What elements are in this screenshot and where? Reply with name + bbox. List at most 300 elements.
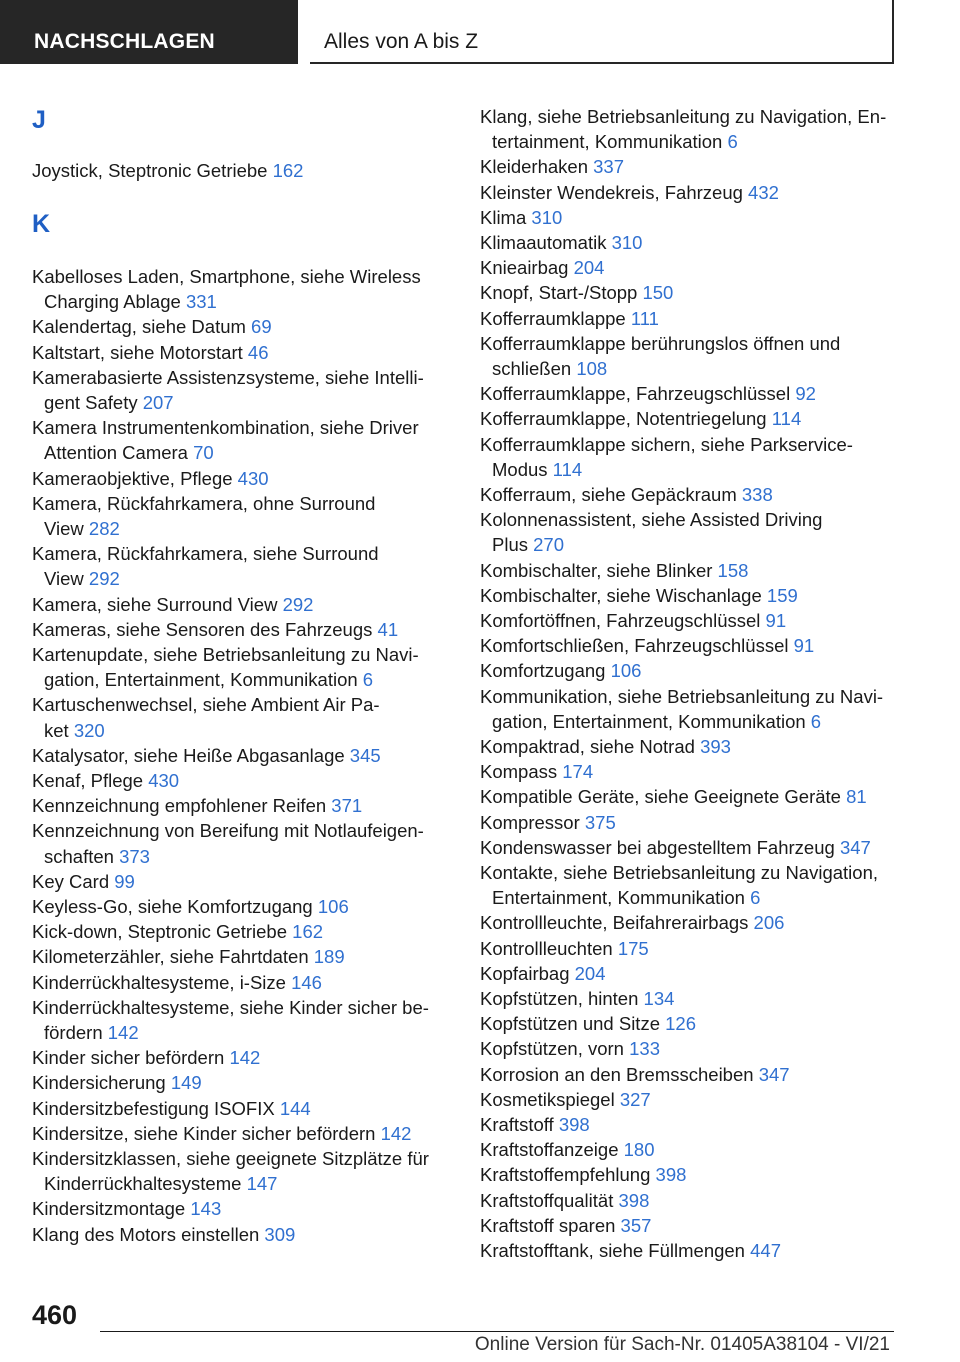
entry-line — [32, 541, 379, 566]
entry-line — [480, 986, 674, 1011]
page-reference-link[interactable]: 143 — [190, 1198, 222, 1220]
entry-term: Klimaautomatik — [480, 232, 607, 253]
entry-continuation — [480, 885, 878, 910]
page-reference-link[interactable]: 174 — [562, 761, 594, 783]
index-entry — [480, 810, 616, 835]
index-entry — [480, 961, 606, 986]
index-entry — [480, 759, 593, 784]
entry-term: Kaltstart, siehe Motorstart — [32, 341, 243, 363]
page-reference-link[interactable]: 270 — [533, 534, 565, 556]
entry-term: Kofferraumklappe berührungslos öffnen und — [480, 332, 841, 354]
entry-line — [480, 1011, 696, 1036]
entry-line — [32, 340, 269, 365]
entry-term: Joystick, Steptronic Getriebe — [32, 160, 268, 181]
entry-line — [32, 158, 303, 183]
entry-term-continued: Attention Camera — [44, 442, 188, 464]
page-reference-link[interactable]: 292 — [88, 568, 120, 590]
entry-line — [480, 784, 867, 809]
page-reference-link[interactable]: 6 — [810, 710, 822, 732]
index-entry — [32, 541, 379, 591]
entry-term: Kombischalter, siehe Blinker — [480, 559, 713, 581]
page-reference-link[interactable]: 114 — [771, 408, 802, 430]
entry-term: Komfortöffnen, Fahrzeugschlüssel — [480, 610, 761, 631]
entry-line — [32, 869, 135, 894]
entry-line — [480, 104, 886, 129]
entry-continuation — [32, 1020, 429, 1045]
page-reference-link[interactable]: 91 — [765, 610, 787, 631]
page-reference-link[interactable]: 108 — [576, 358, 608, 379]
index-entry — [32, 1146, 429, 1196]
entry-line — [480, 1188, 649, 1213]
entry-line — [480, 1162, 686, 1187]
footer-divider — [100, 1331, 894, 1332]
entry-line — [32, 415, 419, 440]
page-reference-link[interactable]: 430 — [148, 770, 180, 791]
section-label: NACHSCHLAGEN — [34, 30, 215, 53]
index-entry — [480, 633, 814, 658]
page-reference-link[interactable]: 142 — [107, 1022, 139, 1043]
entry-term: Kleiderhaken — [480, 156, 588, 178]
entry-line — [480, 230, 642, 255]
entry-term: Kraftstofftank, siehe Füllmengen — [480, 1240, 745, 1261]
index-entry — [480, 230, 642, 255]
entry-term-continued: schaften — [44, 845, 114, 867]
entry-term: Kenaf, Pflege — [32, 770, 144, 791]
page-reference-link[interactable]: 147 — [246, 1173, 278, 1195]
entry-term: Kolonnenassistent, siehe Assisted Driving — [480, 509, 823, 531]
page-reference-link[interactable]: 69 — [251, 316, 272, 338]
index-entry — [32, 692, 380, 742]
entry-term: Kabelloses Laden, Smartphone, siehe Wireless — [32, 266, 421, 287]
index-entry — [32, 1045, 260, 1070]
entry-line — [32, 365, 424, 390]
entry-term: Kennzeichnung von Bereifung mit Notlaufeigen- — [32, 820, 424, 842]
index-entry — [480, 1137, 655, 1162]
entry-line — [32, 818, 424, 843]
entry-term: Kalendertag, siehe Datum — [32, 316, 246, 338]
entry-term: Kopfstützen, vorn — [480, 1038, 624, 1060]
entry-term: Knopf, Start-/Stopp — [480, 282, 638, 304]
index-entry — [480, 835, 871, 860]
page-title: Alles von A bis Z — [324, 30, 479, 53]
page-reference-link[interactable]: 338 — [741, 484, 773, 505]
page-reference-link[interactable]: 106 — [317, 896, 349, 917]
entry-term: Katalysator, siehe Heiße Abgasanlage — [32, 744, 345, 766]
entry-term: Kopfstützen, hinten — [480, 988, 639, 1009]
entry-line — [32, 314, 272, 339]
entry-line — [480, 860, 878, 885]
entry-line — [32, 1045, 260, 1070]
entry-line — [480, 1087, 651, 1112]
index-entry — [480, 1087, 651, 1112]
page-reference-link[interactable]: 357 — [620, 1214, 652, 1236]
entry-term: Kofferraumklappe sichern, siehe Parkservice- — [480, 433, 853, 455]
index-entry — [32, 158, 303, 183]
entry-line — [480, 381, 816, 406]
entry-continuation — [32, 289, 421, 314]
index-entry — [480, 381, 816, 406]
entry-term: Key Card — [32, 870, 110, 892]
entry-line — [32, 970, 322, 995]
entry-term: Kraftstoffempfehlung — [480, 1164, 651, 1186]
index-entry — [32, 365, 424, 415]
index-entry — [32, 1196, 221, 1221]
entry-term: Kleinster Wendekreis, Fahrzeug — [480, 181, 743, 203]
entry-continuation — [480, 532, 822, 557]
index-entry — [480, 180, 779, 205]
page-reference-link[interactable]: 146 — [291, 971, 322, 993]
page-reference-link[interactable]: 398 — [618, 1189, 650, 1211]
index-entry — [480, 1036, 660, 1061]
entry-term: Kamera Instrumentenkombination, siehe Driver — [32, 417, 419, 439]
page-reference-link[interactable]: 204 — [573, 257, 605, 279]
index-entry — [480, 658, 641, 683]
entry-term: Kondenswasser bei abgestelltem Fahrzeug — [480, 836, 835, 858]
entry-term-continued: ket — [44, 719, 69, 741]
page-reference-link[interactable]: 126 — [665, 1013, 696, 1035]
entry-line — [480, 910, 784, 935]
entry-term: Kindersitzklassen, siehe geeignete Sitzplätze für — [32, 1148, 429, 1169]
entry-term: Kilometerzähler, siehe Fahrtdaten — [32, 946, 309, 968]
entry-line — [32, 894, 349, 919]
index-entry — [32, 491, 375, 541]
entry-term: Kinder sicher befördern — [32, 1047, 225, 1069]
entry-line — [480, 810, 616, 835]
page-reference-link[interactable]: 206 — [753, 912, 785, 934]
entry-line — [480, 1137, 655, 1162]
index-entry — [480, 1188, 649, 1213]
page-reference-link[interactable]: 114 — [552, 458, 583, 480]
entry-term: Kameraobjektive, Pflege — [32, 467, 233, 489]
index-entry — [480, 1011, 696, 1036]
index-entry — [32, 944, 345, 969]
page-reference-link[interactable]: 331 — [185, 291, 217, 313]
index-entry — [32, 970, 322, 995]
entry-line — [32, 793, 362, 818]
entry-term: Kennzeichnung empfohlener Reifen — [32, 795, 327, 817]
entry-line — [32, 692, 380, 717]
page-reference-link[interactable]: 6 — [727, 131, 738, 153]
index-entry — [480, 1062, 790, 1087]
entry-line — [32, 1222, 295, 1247]
page-reference-link[interactable]: 133 — [629, 1038, 660, 1060]
page-reference-link[interactable]: 310 — [531, 206, 563, 228]
entry-line — [480, 734, 731, 759]
entry-term-continued: Entertainment, Kommunikation — [492, 887, 745, 909]
entry-continuation — [32, 1171, 429, 1196]
index-entry — [32, 894, 349, 919]
entry-term-continued: gent Safety — [44, 392, 138, 413]
index-entry — [480, 936, 649, 961]
page-reference-link[interactable]: 134 — [643, 988, 675, 1009]
index-entry — [32, 415, 419, 465]
entry-term: Kombischalter, siehe Wischanlage — [480, 584, 762, 606]
entry-term: Kontrollleuchten — [480, 937, 613, 959]
entry-line — [480, 1112, 590, 1137]
entry-line — [480, 608, 786, 633]
index-entry — [480, 482, 773, 507]
entry-term: Klima — [480, 206, 527, 228]
entry-continuation — [32, 844, 424, 869]
entry-line — [480, 154, 624, 179]
index-entry — [480, 432, 853, 482]
index-entry — [32, 1121, 411, 1146]
letter-heading-k: K — [32, 210, 51, 238]
index-entry — [480, 507, 822, 557]
entry-term-continued: Plus — [492, 534, 528, 556]
index-entry — [480, 280, 673, 305]
entry-term: Keyless-Go, siehe Komfortzugang — [32, 896, 313, 917]
index-entry — [32, 768, 179, 793]
page-reference-link[interactable]: 142 — [229, 1047, 261, 1069]
entry-term: Kamerabasierte Assistenzsysteme, siehe Intelli- — [32, 366, 424, 388]
entry-term-continued: View — [44, 568, 84, 590]
index-entry — [32, 592, 313, 617]
entry-line — [32, 1070, 202, 1095]
entry-line — [480, 658, 641, 683]
page-reference-link[interactable]: 327 — [619, 1088, 651, 1110]
entry-term: Komfortschließen, Fahrzeugschlüssel — [480, 635, 789, 657]
page-reference-link[interactable]: 393 — [700, 736, 731, 757]
entry-line — [32, 617, 398, 642]
entry-term-continued: Charging Ablage — [44, 291, 181, 313]
page-reference-link[interactable]: 91 — [793, 635, 815, 657]
page-reference-link[interactable]: 282 — [88, 518, 120, 539]
page-reference-link[interactable]: 158 — [717, 559, 749, 581]
page-reference-link[interactable]: 175 — [617, 937, 649, 959]
page-reference-link[interactable]: 320 — [73, 719, 105, 741]
index-entry — [480, 331, 840, 381]
entry-line — [480, 558, 748, 583]
entry-line — [480, 432, 853, 457]
entry-continuation — [32, 516, 375, 541]
entry-continuation — [32, 390, 424, 415]
entry-term: Klang, siehe Betriebsanleitung zu Navigation, En- — [480, 106, 887, 127]
index-entry — [480, 784, 867, 809]
entry-term: Kofferraumklappe, Notentriegelung — [480, 408, 767, 430]
page-reference-link[interactable]: 309 — [264, 1223, 296, 1245]
index-entry — [480, 1238, 781, 1263]
entry-term: Kommunikation, siehe Betriebsanleitung zu Navi- — [480, 685, 884, 707]
entry-term: Knieairbag — [480, 257, 569, 279]
entry-line — [480, 482, 773, 507]
entry-term: Kartuschenwechsel, siehe Ambient Air Pa- — [32, 694, 380, 716]
entry-line — [32, 768, 179, 793]
index-entry — [32, 617, 398, 642]
page-reference-link[interactable]: 292 — [282, 593, 314, 615]
entry-line — [32, 491, 375, 516]
entry-line — [480, 583, 798, 608]
footer-text: Online Version für Sach-Nr. 01405A38104 - VI/21 — [474, 1334, 890, 1355]
entry-term: Kosmetikspiegel — [480, 1088, 615, 1110]
entry-term: Kraftstoff sparen — [480, 1214, 616, 1236]
page-number: 460 — [32, 1300, 78, 1330]
entry-continuation — [480, 129, 886, 154]
entry-continuation — [480, 356, 840, 381]
entry-term: Kompaktrad, siehe Notrad — [480, 736, 695, 757]
page-reference-link[interactable]: 337 — [593, 156, 625, 178]
index-entry — [480, 583, 798, 608]
page-reference-link[interactable]: 347 — [758, 1063, 790, 1085]
index-entry — [32, 340, 269, 365]
entry-term: Klang des Motors einstellen — [32, 1223, 260, 1245]
page-reference-link[interactable]: 371 — [331, 795, 363, 817]
page-reference-link[interactable]: 207 — [142, 392, 174, 413]
letter-heading-j: J — [32, 106, 46, 134]
entry-term-continued: gation, Entertainment, Kommunikation — [492, 710, 806, 732]
page-reference-link[interactable]: 432 — [748, 181, 779, 203]
entry-term: Kindersitze, siehe Kinder sicher befördern — [32, 1122, 376, 1144]
entry-line — [32, 919, 323, 944]
entry-line — [480, 306, 659, 331]
index-entry — [480, 306, 659, 331]
entry-line — [480, 684, 883, 709]
entry-continuation — [480, 457, 853, 482]
page-reference-link[interactable]: 41 — [377, 618, 399, 640]
entry-line — [480, 633, 814, 658]
entry-term: Kraftstoffanzeige — [480, 1139, 619, 1161]
index-entry — [32, 743, 381, 768]
page-reference-link[interactable]: 375 — [584, 811, 616, 833]
entry-term: Kontakte, siehe Betriebsanleitung zu Navigation, — [480, 862, 879, 883]
index-entry — [32, 1070, 202, 1095]
page-reference-link[interactable]: 142 — [380, 1122, 412, 1144]
page-reference-link[interactable]: 149 — [170, 1072, 202, 1094]
entry-term-continued: Kinderrückhaltesysteme — [44, 1173, 242, 1195]
index-entry — [480, 1213, 651, 1238]
entry-line — [480, 1036, 660, 1061]
entry-line — [480, 1062, 790, 1087]
index-entry — [480, 104, 886, 154]
index-entry — [480, 558, 748, 583]
entry-line — [32, 944, 345, 969]
page-reference-link[interactable]: 162 — [292, 921, 324, 943]
entry-term: Kick-down, Steptronic Getriebe — [32, 921, 288, 943]
page-reference-link[interactable]: 106 — [610, 660, 642, 682]
page-reference-link[interactable]: 162 — [272, 160, 304, 181]
page-reference-link[interactable]: 373 — [119, 845, 150, 867]
index-entry — [32, 818, 424, 868]
entry-term: Kamera, siehe Surround View — [32, 593, 278, 615]
page-reference-link[interactable]: 46 — [247, 341, 269, 363]
entry-line — [32, 1196, 221, 1221]
entry-term: Kraftstoff — [480, 1114, 554, 1135]
index-entry — [32, 793, 362, 818]
entry-line — [480, 180, 779, 205]
index-entry — [32, 314, 272, 339]
entry-line — [480, 205, 562, 230]
index-entry — [480, 860, 878, 910]
entry-line — [480, 331, 840, 356]
page-reference-link[interactable]: 6 — [750, 887, 761, 909]
page-reference-link[interactable]: 189 — [313, 946, 345, 968]
entry-term: Kofferraumklappe, Fahrzeugschlüssel — [480, 383, 791, 405]
entry-line — [32, 466, 269, 491]
entry-line — [480, 835, 871, 860]
index-entry — [480, 406, 801, 431]
page-reference-link[interactable]: 430 — [237, 467, 269, 489]
index-entry — [32, 1222, 295, 1247]
entry-term: Kompressor — [480, 811, 580, 833]
entry-term: Kindersitzmontage — [32, 1198, 186, 1220]
entry-term-continued: tertainment, Kommunikation — [492, 131, 723, 153]
page-reference-link[interactable]: 81 — [846, 786, 867, 808]
index-entry — [32, 919, 323, 944]
entry-term: Kopfstützen und Sitze — [480, 1013, 660, 1035]
entry-continuation — [32, 667, 419, 692]
entry-line — [480, 1238, 781, 1263]
entry-term: Kompass — [480, 761, 558, 783]
index-entry — [480, 684, 883, 734]
entry-line — [32, 743, 381, 768]
page-reference-link[interactable]: 345 — [349, 744, 381, 766]
page-reference-link[interactable]: 159 — [766, 584, 798, 606]
entry-term: Kompatible Geräte, siehe Geeignete Geräte — [480, 786, 841, 808]
page-reference-link[interactable]: 150 — [642, 282, 674, 304]
index-entry — [32, 642, 419, 692]
entry-line — [480, 406, 801, 431]
entry-line — [32, 592, 313, 617]
entry-term: Kindersicherung — [32, 1072, 166, 1094]
entry-line — [32, 642, 419, 667]
page-reference-link[interactable]: 310 — [611, 232, 643, 253]
entry-line — [32, 1146, 429, 1171]
entry-line — [480, 507, 822, 532]
entry-term: Kontrollleuchte, Beifahrerairbags — [480, 912, 749, 934]
page-reference-link[interactable]: 6 — [362, 669, 374, 691]
entry-term: Kinderrückhaltesysteme, siehe Kinder sicher be- — [32, 996, 429, 1018]
page-reference-link[interactable]: 204 — [574, 962, 606, 984]
index-entry — [32, 264, 421, 314]
page-reference-link[interactable]: 398 — [558, 1114, 590, 1135]
entry-term: Komfortzugang — [480, 660, 606, 682]
page-reference-link[interactable]: 99 — [114, 870, 135, 892]
index-entry — [480, 255, 604, 280]
section-tab[interactable] — [0, 0, 298, 64]
entry-line — [480, 255, 604, 280]
page-header — [310, 0, 894, 64]
entry-line — [480, 936, 649, 961]
page-reference-link[interactable]: 92 — [795, 383, 816, 405]
index-entry — [480, 608, 786, 633]
page-reference-link[interactable]: 180 — [623, 1139, 655, 1161]
entry-continuation — [32, 440, 419, 465]
entry-line — [480, 1213, 651, 1238]
index-entry — [480, 986, 674, 1011]
entry-line — [32, 1096, 311, 1121]
entry-term-continued: schließen — [492, 358, 572, 379]
page-reference-link[interactable]: 398 — [655, 1164, 687, 1186]
page-reference-link[interactable]: 347 — [839, 836, 871, 858]
index-entry — [480, 734, 731, 759]
entry-term: Kopfairbag — [480, 962, 570, 984]
entry-term-continued: fördern — [44, 1022, 103, 1043]
entry-continuation — [480, 709, 883, 734]
page-reference-link[interactable]: 70 — [193, 442, 214, 464]
entry-line — [480, 961, 606, 986]
page-reference-link[interactable]: 111 — [630, 307, 659, 329]
page-reference-link[interactable]: 447 — [750, 1240, 781, 1261]
entry-line — [32, 995, 429, 1020]
entry-term: Kamera, Rückfahrkamera, ohne Surround — [32, 492, 376, 514]
entry-term: Kofferraum, siehe Gepäckraum — [480, 484, 737, 505]
entry-line — [480, 759, 593, 784]
entry-line — [480, 280, 673, 305]
page-reference-link[interactable]: 144 — [279, 1097, 311, 1119]
entry-line — [32, 1121, 411, 1146]
index-entry — [480, 1112, 590, 1137]
entry-term: Kinderrückhaltesysteme, i-Size — [32, 971, 286, 993]
